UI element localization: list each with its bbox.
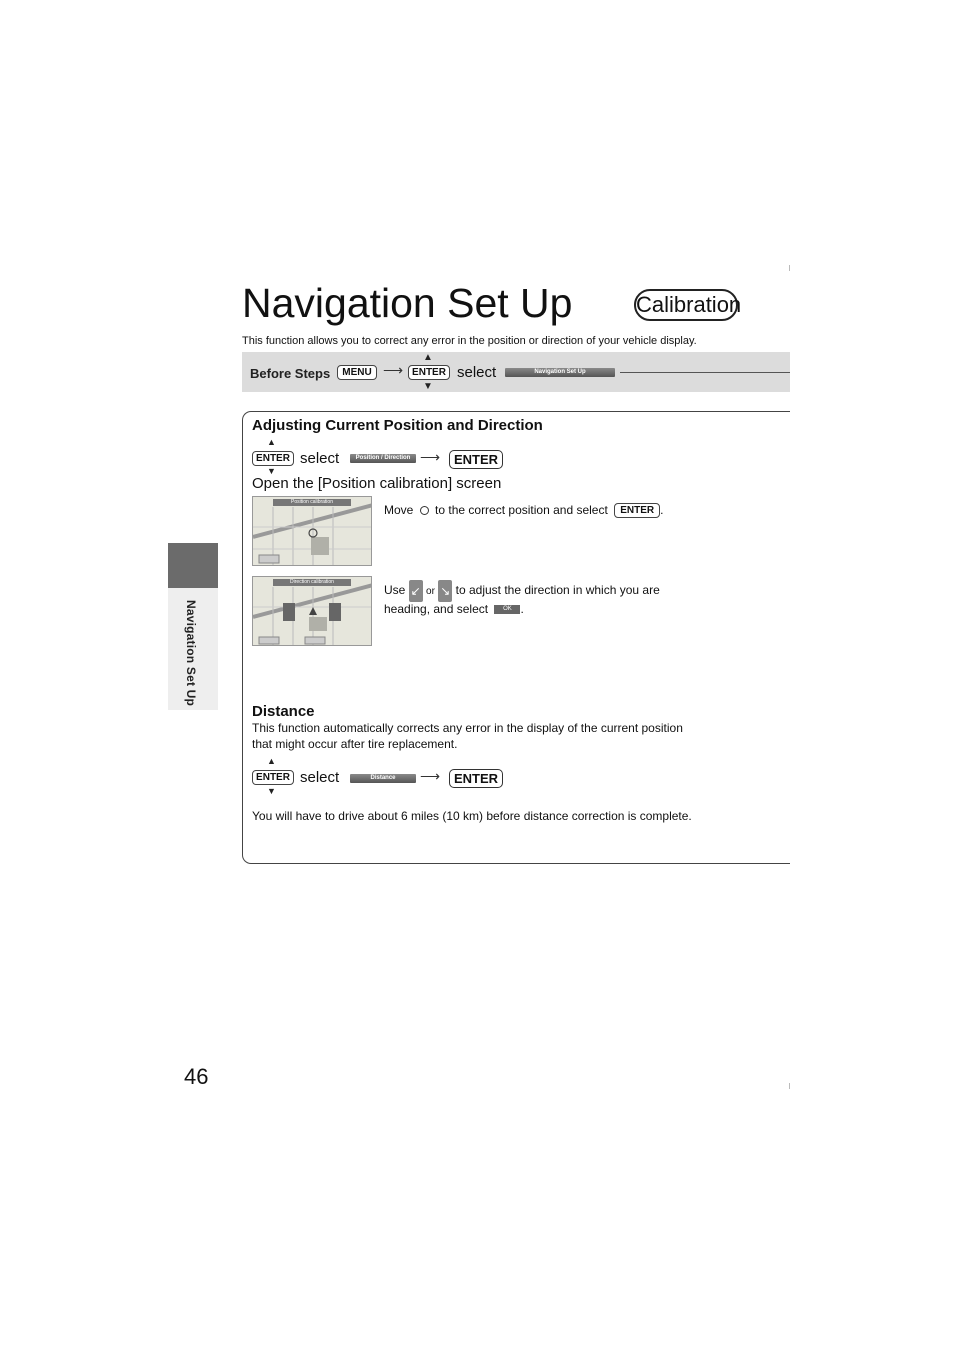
direction-calibration-screen [252,576,372,646]
step2-text-use: Use [384,583,406,598]
arrow-up-icon: ▲ [267,437,276,447]
screen-title: Position calibration [273,499,351,506]
enter-key: ENTER [252,770,294,785]
distance-note: You will have to drive about 6 miles (10 km) before distance correction is complete. [252,809,692,823]
screen-title: Direction calibration [273,579,351,586]
rotate-left-icon: ↙ [409,580,423,602]
page-title: Navigation Set Up [242,280,573,326]
enter-key-large: ENTER [449,450,503,469]
cursor-circle-icon [420,506,429,515]
select-word: select [300,450,340,467]
step2-text-or: or [426,586,435,598]
intro-text: This function allows you to correct any error in the position or direction of your vehicle display. [242,335,697,347]
calibration-badge: Calibration [634,289,738,321]
map-image [253,497,372,566]
divider-line [620,372,790,373]
step2-instruction-line2 [384,601,524,617]
menu-item-navigation-set-up [505,368,615,377]
arrow-right-icon: ⟶ [420,449,441,465]
menu-item-distance [350,774,416,783]
step1-period: . [660,503,664,517]
menu-item-label: Distance [370,775,396,781]
enter-key: ENTER [614,503,660,518]
position-calibration-screen [252,496,372,566]
section-heading-position-direction: Adjusting Current Position and Direction [252,417,543,434]
arrow-right-icon: ⟶ [383,362,404,378]
distance-description-line2: that might occur after tire replacement. [252,737,458,751]
menu-item-position-direction [350,454,416,463]
margin-mark [789,265,790,271]
step1-instruction [384,502,663,518]
arrow-down-icon: ▼ [267,466,276,476]
step2-instruction [384,580,660,602]
enter-key: ENTER [252,451,294,466]
step2-period: . [520,602,524,616]
map-image [253,577,372,646]
enter-key-large: ENTER [449,769,503,788]
step1-text-move: Move [384,503,414,517]
step2-text-rest: to adjust the direction in which you are [455,583,660,598]
menu-item-label: Navigation Set Up [534,369,586,375]
distance-description-line1: This function automatically corrects any error in the display of the current position [252,721,683,735]
side-tab-marker [168,543,218,588]
side-tab-label: Navigation Set Up [184,600,198,707]
margin-mark [789,1083,790,1089]
select-word: select [457,364,497,381]
step2-text-heading: heading, and select [384,602,489,616]
arrow-down-icon: ▼ [267,786,276,796]
rotate-right-icon: ↘ [438,580,452,602]
menu-key: MENU [337,365,377,380]
ok-button-icon: OK [494,605,520,614]
enter-key: ENTER [408,365,450,380]
arrow-right-icon: ⟶ [420,768,441,784]
menu-item-label: Position / Direction [355,455,411,461]
arrow-up-icon: ▲ [423,352,433,363]
arrow-down-icon: ▼ [423,381,433,392]
before-steps-label: Before Steps [250,366,331,381]
section-heading-distance: Distance [252,703,315,720]
open-screen-text: Open the [Position calibration] screen [252,475,502,492]
page-number: 46 [184,1064,209,1089]
step1-text-rest: to the correct position and select [435,503,608,517]
arrow-up-icon: ▲ [267,756,276,766]
select-word: select [300,769,340,786]
